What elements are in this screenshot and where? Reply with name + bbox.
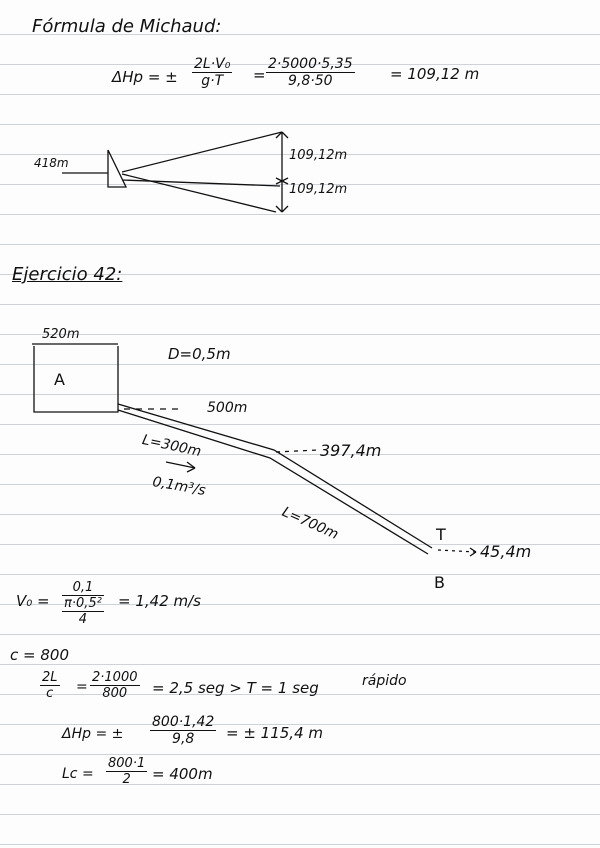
michaud-result: = 109,12 m	[390, 65, 480, 83]
level1-label: 500m	[207, 400, 248, 416]
dh-denominator: 9,8	[172, 731, 195, 747]
v0-numerator: 0,1	[62, 580, 104, 596]
michaud-lhs: ΔHp = ±	[112, 68, 178, 86]
dh-lhs: ΔHp = ±	[62, 726, 124, 742]
sketch1-upper-label: 109,12m	[289, 148, 348, 163]
level2-dash	[276, 450, 318, 452]
segment1-length-label: L=300m	[140, 432, 203, 461]
michaud-frac2-denominator: 9,8·50	[288, 73, 333, 89]
t-numerator-2: 2·1000	[92, 670, 138, 685]
valve-label: T	[436, 525, 446, 544]
t-equals: =	[76, 679, 88, 695]
lc-fraction	[106, 756, 147, 787]
lc-result: = 400m	[152, 765, 213, 783]
sketch1-lower-label: 109,12m	[289, 182, 348, 197]
michaud-frac2-numerator: 2·5000·5,35	[268, 56, 353, 72]
t-denominator-1: c	[46, 686, 54, 701]
v0-lhs: V₀ =	[16, 592, 50, 610]
dh-result: = ± 115,4 m	[226, 724, 323, 742]
level2-label: 397,4m	[320, 441, 382, 460]
t-denominator-2: 800	[102, 686, 128, 701]
michaud-equals: =	[253, 66, 266, 84]
title-michaud: Fórmula de Michaud:	[32, 16, 222, 37]
sketch1-level-label: 418m	[34, 156, 69, 170]
t-note: rápido	[362, 673, 407, 689]
flow-label: 0,1m³/s	[151, 474, 207, 500]
segment2-length-label: L=700m	[279, 504, 341, 543]
tank-outline	[34, 346, 118, 412]
lc-numerator: 800·1	[108, 756, 146, 771]
michaud-frac1-denominator: g·T	[201, 73, 224, 89]
michaud-frac1-numerator: 2L·V₀	[194, 56, 231, 72]
tank-letter: A	[54, 370, 65, 389]
diameter-label: D=0,5m	[168, 345, 231, 363]
t-fraction-1	[40, 670, 60, 701]
lc-lhs: Lc =	[62, 766, 94, 782]
t-result: = 2,5 seg > T = 1 seg	[152, 679, 319, 697]
c-line: c = 800	[10, 646, 69, 664]
point-b-label: B	[434, 573, 445, 592]
tank-top-label: 520m	[42, 327, 80, 342]
lc-denominator: 2	[122, 772, 131, 787]
outlet-dash	[438, 550, 476, 552]
dh-numerator: 800·1,42	[152, 714, 215, 730]
v0-fraction	[62, 580, 104, 627]
v0-result: = 1,42 m/s	[118, 592, 201, 610]
t-numerator-1: 2L	[42, 670, 58, 685]
v0-denominator-bottom: 4	[62, 611, 104, 627]
t-fraction-2	[90, 670, 140, 701]
dh-fraction	[150, 714, 216, 747]
v0-denominator-top: π·0,5²	[64, 596, 102, 611]
outlet-label: 45,4m	[480, 542, 532, 561]
exercise-title: Ejercicio 42:	[12, 264, 123, 285]
